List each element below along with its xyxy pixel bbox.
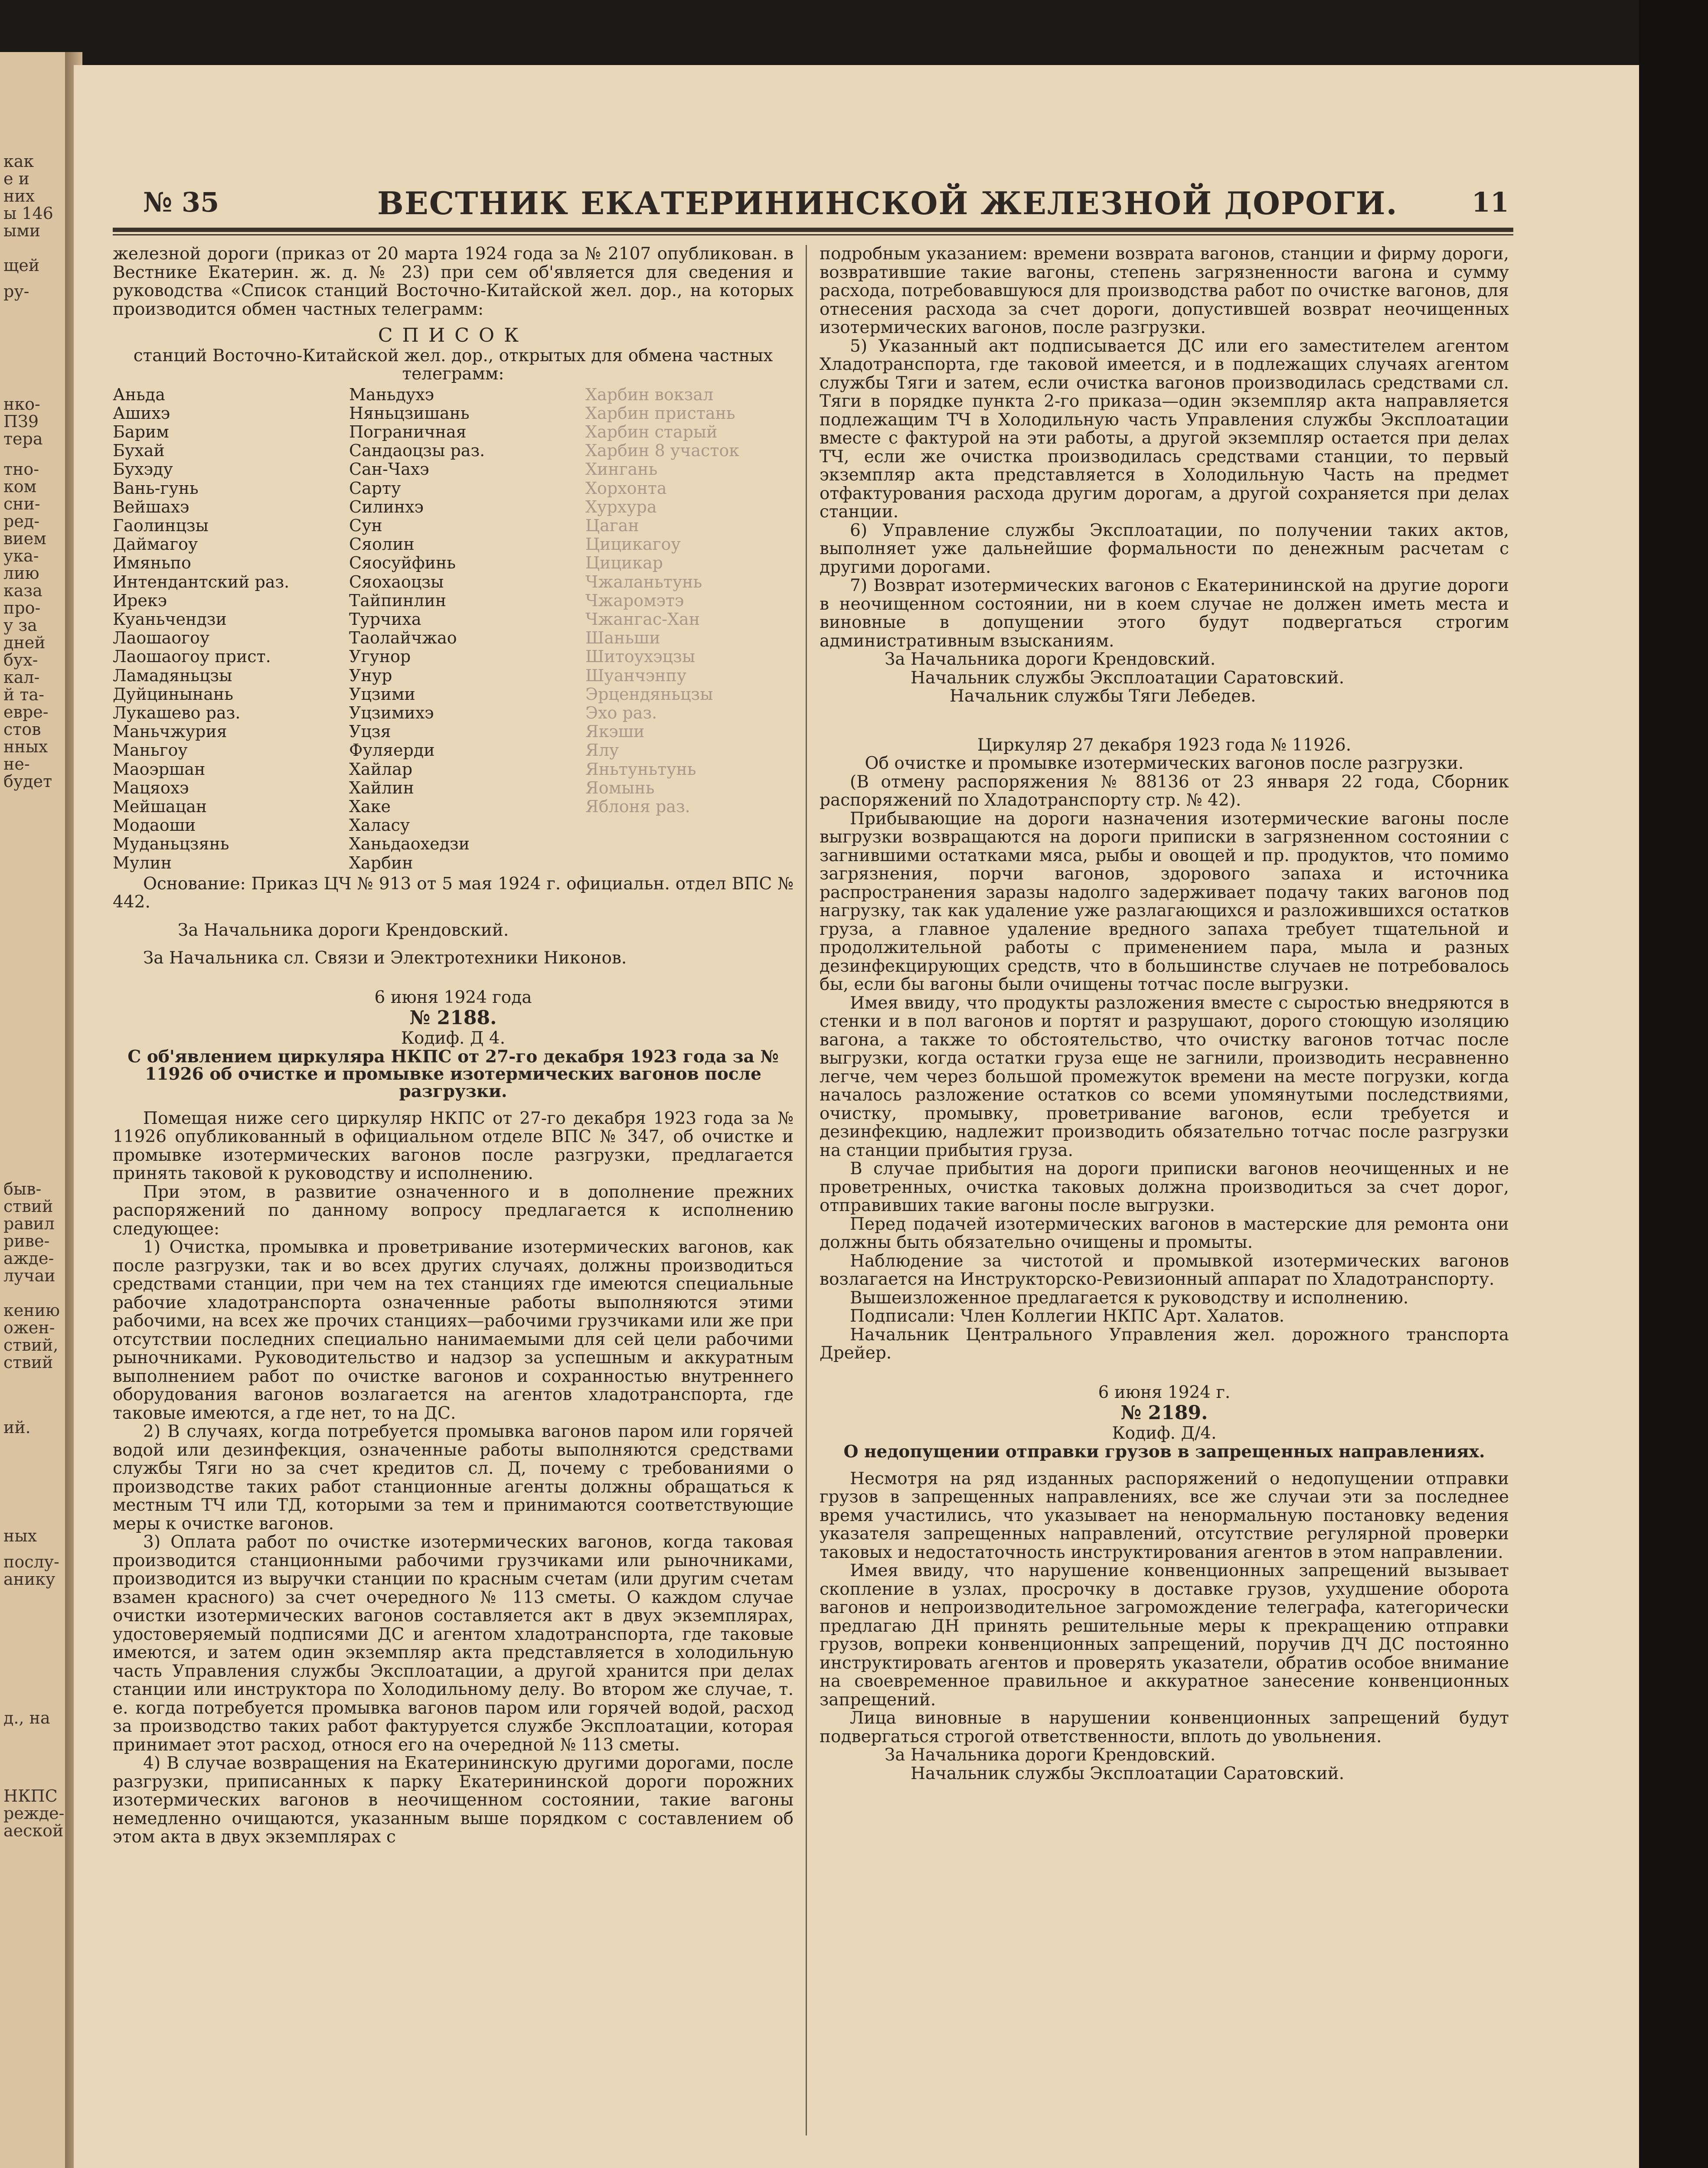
previous-page-text-fragment: будет bbox=[3, 772, 52, 791]
station-name: Чжаланьтунь bbox=[585, 572, 702, 591]
paragraph: 6) Управление службы Эксплоатации, по получении таких актов, выполняет уже дальнейшие формальности по денежным расчетам с другими дорогами. bbox=[820, 520, 1509, 577]
station-name: Бухэду bbox=[113, 460, 173, 479]
left-column bbox=[113, 245, 794, 1847]
paragraph: Несмотря на ряд изданных распоряжений о недопущении отправки грузов в запрещенных направлениях, все же случаи эти за последнее время участились, что указывает на ненормальную постановку ведения указателя запрещенных направлений, отсутствие регулярной проверки таковых и недостаточность инструктирования агентов в этом направлении. bbox=[820, 1469, 1509, 1562]
station-name: Сандаоцзы раз. bbox=[349, 441, 485, 460]
station-name: Хингань bbox=[585, 460, 658, 479]
previous-page-text-fragment: не- bbox=[3, 754, 30, 774]
previous-page-text-fragment: ука- bbox=[3, 546, 39, 565]
station-name: Сун bbox=[349, 516, 382, 535]
previous-page-text-fragment: ожен- bbox=[3, 1318, 55, 1337]
station-name: Бухай bbox=[113, 441, 165, 460]
signature-line: За Начальника дороги Крендовский. bbox=[885, 650, 1216, 669]
station-name: Чжаромэтэ bbox=[585, 591, 684, 610]
previous-page-text-fragment: ыми bbox=[3, 221, 41, 240]
previous-page-text-fragment: ПЗ9 bbox=[3, 412, 39, 431]
station-name: Уцзими bbox=[349, 684, 415, 704]
paragraph: Перед подачей изотермических вагонов в мастерские для ремонта они должны быть обязательно очищены и промыты. bbox=[820, 1214, 1509, 1252]
station-name: Хайлин bbox=[349, 778, 414, 797]
stations-column-3 bbox=[585, 385, 794, 872]
page-number: 11 bbox=[1471, 186, 1509, 218]
paragraph: Лица виновные в нарушении конвенционных запрещений будут подвергаться строгой ответственности, вплоть до увольнения. bbox=[820, 1708, 1509, 1747]
station-name: Уцзя bbox=[349, 722, 391, 741]
previous-page-text-fragment: щей bbox=[3, 256, 40, 275]
previous-page-text-fragment: ред- bbox=[3, 512, 40, 531]
station-name: Шуанчэнпу bbox=[585, 666, 687, 685]
paragraph: Помещая ниже сего циркуляр НКПС от 27-го декабря 1923 года за № 11926 опубликованный в официальном отделе ВПС № 347, об очистке и промывке изотермических вагонов после разгрузки, предлагается принять таковой к руководству и исполнению. bbox=[113, 1108, 794, 1184]
previous-page-text-fragment: стов bbox=[3, 720, 41, 739]
signature-line: Начальник службы Тяги Лебедев. bbox=[950, 686, 1256, 706]
station-name: Даймагоу bbox=[113, 535, 198, 554]
station-name: Лукашево раз. bbox=[113, 703, 241, 722]
paragraph: 1) Очистка, промывка и проветривание изотермических вагонов, как после разгрузки, так и во всех других случаях, должны производиться средствами станции, при чем на тех станциях где имеются специальные рабочие хладотранспорта означенные работы выполняются этими рабочими, на всех же прочих станциях—рабочими грузчиками или же при отсутствии последних специально нанимаемыми для сей цели рабочими рыночниками. Руководительство и надзор за успешным и аккуратным выполнением работ по очистке вагонов и сохранностью внутреннего оборудования вагонов возлагается на агентов хладотранспорта, где таковые имеются, а где нет, то на ДС. bbox=[113, 1237, 794, 1423]
previous-page-text-fragment: д., на bbox=[3, 1708, 50, 1727]
station-name: Якэши bbox=[585, 722, 645, 741]
list-subtitle: станций Восточно-Китайской жел. дор., открытых для обмена частных телеграмм: bbox=[133, 346, 773, 384]
paragraph: Имея ввиду, что нарушение конвенционных запрещений вызывает скопление в узлах, просрочку в доставке грузов, ухудшение оборота вагонов и непроизводительное загромождение телеграфа, категорически предлагаю ДН принять решительные меры к прекращению отправки грузов, вопреки конвенционных запрещений, поручив ДЧ ДС постоянно инструктировать агентов и проверять указатели, обратив особое внимание на своевременное правильное и аккуратное занесение конвенционных запрещений. bbox=[820, 1561, 1509, 1710]
station-name: Муданьцзянь bbox=[113, 834, 229, 854]
station-name: Мулин bbox=[113, 853, 172, 872]
column-divider bbox=[806, 245, 807, 2135]
station-name: Няньцзишань bbox=[349, 403, 470, 423]
previous-page-text-fragment: быв- bbox=[3, 1179, 42, 1198]
previous-page-text-fragment: каза bbox=[3, 581, 42, 600]
previous-page-text-fragment: тно- bbox=[3, 460, 39, 479]
previous-page-text-fragment: риве- bbox=[3, 1231, 50, 1251]
station-name: Хурхура bbox=[585, 497, 657, 516]
previous-page-text-fragment: у за bbox=[3, 616, 37, 635]
station-name: Харбин пристань bbox=[585, 403, 735, 423]
signature-line: Начальник Центрального Управления жел. дорожного транспорта Дрейер. bbox=[820, 1325, 1509, 1363]
previous-page-text-fragment: тера bbox=[3, 429, 43, 448]
station-name: Сан-Чахэ bbox=[349, 460, 429, 479]
signature-line: Начальник службы Эксплоатации Саратовский. bbox=[911, 1763, 1345, 1783]
paragraph: 2) В случаях, когда потребуется промывка вагонов паром или горячей водой или дезинфекция, означенные работы выполняются средствами службы Тяги но за счет кредитов сл. Д, почему с требованиями о производстве таких работ станционные агенты должны обращаться к местным ТЧ или ТД, которыми за тем и принимаются соответствующие меры к очистке вагонов. bbox=[113, 1422, 794, 1534]
previous-page-text-fragment: евре- bbox=[3, 702, 49, 722]
previous-page-text-fragment: кению bbox=[3, 1301, 60, 1320]
station-name: Ламадяньцзы bbox=[113, 666, 232, 685]
previous-page-text-fragment: е и bbox=[3, 169, 29, 188]
paragraph: Наблюдение за чистотой и промывкой изотермических вагонов возлагается на Инструкторско-Ревизионный аппарат по Хладотранспорту. bbox=[820, 1251, 1509, 1289]
previous-page-text-fragment: про- bbox=[3, 598, 41, 617]
station-name: Лаошаогоу bbox=[113, 628, 210, 648]
previous-page-text-fragment: кал- bbox=[3, 668, 40, 687]
station-name: Сяолин bbox=[349, 535, 415, 554]
previous-page-text-fragment: нко- bbox=[3, 395, 40, 414]
paragraph: 5) Указанный акт подписывается ДС или его заместителем агентом Хладотранспорта, где таковой имеется, и в подлежащих случаях агентом службы Тяги и затем, если очистка вагонов производилась средствами сл. Тяги в порядке пункта 2-го приказа—один экземпляр акта направляется подлежащим ТЧ в Холодильную часть Управления службы Эксплоатации вместе с фактурой на эти работы, а другой экземпляр остается при делах ТЧ, если же очистка производилась средствами станции, то первый экземпляр акта представляется в Холодильную Часть на предмет отфактурования расхода другим дорогам, а другой сохраняется при делах станции. bbox=[820, 336, 1509, 522]
station-name: Куаньчендзи bbox=[113, 609, 227, 629]
station-name: Унур bbox=[349, 666, 392, 685]
paragraph: 4) В случае возвращения на Екатерининскую другими дорогами, после разгрузки, приписанных к парку Екатерининской дороги порожних изотермических вагонов в неочищенном состоянии, такие вагоны немедленно очищаются, указанным выше порядком с составлением об этом акта в двух экземплярах с bbox=[113, 1753, 794, 1847]
previous-page-text-fragment: ы 146 bbox=[3, 204, 53, 223]
previous-page-text-fragment: ру- bbox=[3, 282, 29, 301]
previous-page-text-fragment: анику bbox=[3, 1570, 56, 1589]
issue-number: № 35 bbox=[143, 186, 219, 218]
station-name: Цицикагоу bbox=[585, 535, 681, 554]
station-name: Пограничная bbox=[349, 422, 467, 441]
station-name: Сарту bbox=[349, 478, 401, 498]
station-name: Уцзимихэ bbox=[349, 703, 434, 722]
station-name: Харбин вокзал bbox=[585, 385, 714, 404]
station-name: Маньчжурия bbox=[113, 722, 227, 741]
paragraph: Имея ввиду, что продукты разложения вместе с сыростью внедряются в стенки и в пол вагонов и портят и разрушают, дорого стоющую изоляцию вагона, а также то обстоятельство, что очистку вагонов тотчас после выгрузки, когда остатки груза еще не загнили, производить несравненно легче, чем через большой промежуток времени на месте погрузки, когда началось разложение остатков со всеми упомянутыми последствиями, очистку, промывку, проветривание вагонов, если требуется и дезинфекцию, надлежит производить обязательно тотчас после разгрузки на станции прибытия груза. bbox=[820, 993, 1509, 1160]
station-name: Тайпинлин bbox=[349, 591, 447, 610]
header-rule bbox=[113, 228, 1513, 232]
stations-column-1 bbox=[113, 385, 349, 872]
station-name: Шаньши bbox=[585, 628, 660, 648]
station-name: Мейшацан bbox=[113, 797, 207, 816]
circular-subtitle: Об очистке и промывке изотермических вагонов после разгрузки. bbox=[865, 754, 1464, 773]
previous-page-text-fragment: ствий bbox=[3, 1197, 53, 1216]
paragraph: В случае прибытия на дороги приписки вагонов неочищенных и не проветренных, очистка таковых должна производиться за счет дорог, отправивших такие вагоны после выгрузки. bbox=[820, 1159, 1509, 1215]
order-date: 6 июня 1924 г. bbox=[1098, 1382, 1231, 1402]
station-name: Силинхэ bbox=[349, 497, 424, 516]
paragraph: Прибывающие на дороги назначения изотермические вагоны после выгрузки возвращаются на дороги приписки в загрязненном состоянии с загнившими остатками мяса, рыбы и овощей и пр. продуктов, что помимо загрязнения, порчи вагонов, здорового запаха и источника распространения заразы надолго задерживает подачу таких вагонов под нагрузку, так как удаление уже разлагающихся и разложившихся остатков груза, а главное удаление вредного запаха требует тщательной и продолжительной работы с применением пара, мыла и разных дезинфекцирующих средств, что в большинстве случаев не потребовалось бы, если бы вагоны были очищены тотчас после выгрузки. bbox=[820, 809, 1509, 994]
stations-list bbox=[113, 385, 794, 872]
station-name: Шитоухэцзы bbox=[585, 647, 696, 666]
newspaper-title: ВЕСТНИК ЕКАТЕРИНИНСКОЙ ЖЕЛЕЗНОЙ ДОРОГИ. bbox=[377, 185, 1398, 222]
previous-page-text-fragment: НКПС bbox=[3, 1786, 58, 1806]
station-name: Барим bbox=[113, 422, 169, 441]
station-name: Гаолинцзы bbox=[113, 516, 209, 535]
station-name: Таолайчжао bbox=[349, 628, 457, 648]
station-name: Дуйцинынань bbox=[113, 684, 233, 704]
signature-line: Начальник службы Эксплоатации Саратовский. bbox=[911, 668, 1345, 688]
previous-page-text-fragment: как bbox=[3, 152, 34, 171]
station-name: Ирекэ bbox=[113, 591, 167, 610]
basis-paragraph: Основание: Приказ ЦЧ № 913 от 5 мая 1924 г. официальн. отдел ВПС № 442. bbox=[113, 874, 794, 912]
previous-page-text-fragment: вием bbox=[3, 529, 46, 548]
previous-page-text-fragment: дней bbox=[3, 633, 46, 652]
station-name: Халасу bbox=[349, 816, 410, 835]
order-title: О недопущении отправки грузов в запрещенных направлениях. bbox=[843, 1441, 1485, 1462]
station-name: Яомынь bbox=[585, 778, 655, 797]
station-name: Лаошаогоу прист. bbox=[113, 647, 271, 666]
station-name: Сяосуйфинь bbox=[349, 553, 456, 573]
order-date: 6 июня 1924 года bbox=[374, 987, 532, 1007]
station-name: Яньтуньтунь bbox=[585, 759, 696, 779]
station-name: Фуляерди bbox=[349, 741, 435, 760]
previous-page-text-fragment: ий. bbox=[3, 1418, 31, 1437]
previous-page-edge bbox=[0, 52, 74, 2168]
right-column bbox=[820, 245, 1509, 1783]
station-name: Маньдухэ bbox=[349, 385, 434, 404]
order-code: Кодиф. Д 4. bbox=[401, 1028, 506, 1048]
station-name: Мацяохэ bbox=[113, 778, 189, 797]
order-number: № 2189. bbox=[1120, 1402, 1208, 1424]
station-name: Ашихэ bbox=[113, 403, 170, 423]
station-name: Турчиха bbox=[349, 609, 421, 629]
station-name: Интендантский раз. bbox=[113, 572, 290, 591]
paragraph: 7) Возврат изотермических вагонов с Екатерининской на другие дороги в неочищенном состоянии, ни в коем случае не должен иметь места и виновные в допущении этого будут подвергаться строгим административным взысканиям. bbox=[820, 576, 1509, 651]
station-name: Харбин старый bbox=[585, 422, 718, 441]
paragraph: подробным указанием: времени возврата вагонов, станции и фирму дороги, возвратившие такие вагоны, степень загрязненности вагона и сумму расхода, потребовавшуюся для производства работ по очистке вагонов, для отнесения расхода за счет дороги, допустившей возврат неочищенных изотермических вагонов, после разгрузки. bbox=[820, 244, 1509, 337]
previous-page-text-fragment: лию bbox=[3, 564, 39, 583]
station-name: Харбин bbox=[349, 853, 413, 872]
station-name: Хаке bbox=[349, 797, 391, 816]
signature-line: За Начальника дороги Крендовский. bbox=[178, 920, 509, 940]
previous-page-text-fragment: лучаи bbox=[3, 1266, 56, 1285]
station-name: Ялу bbox=[585, 741, 619, 760]
station-name: Аньда bbox=[113, 385, 165, 404]
paragraph: Вышеизложенное предлагается к руководству и исполнению. bbox=[850, 1288, 1409, 1308]
scan-border-right bbox=[1639, 0, 1708, 2168]
header-rule-thin bbox=[113, 234, 1513, 235]
station-name: Модаоши bbox=[113, 816, 196, 835]
station-name: Сяохаоцзы bbox=[349, 572, 444, 591]
station-name: Хайлар bbox=[349, 759, 413, 779]
previous-page-text-fragment: ком bbox=[3, 477, 37, 496]
list-title: СПИСОК bbox=[378, 324, 529, 346]
stations-column-2 bbox=[349, 385, 585, 872]
previous-page-text-fragment: ажде- bbox=[3, 1249, 54, 1268]
previous-page-text-fragment: ствий bbox=[3, 1353, 53, 1372]
station-name: Цицикар bbox=[585, 553, 663, 573]
intro-paragraph: железной дороги (приказ от 20 марта 1924 года за № 2107 опубликован. в Вестнике Екатерин. ж. д. № 23) при сем об'является для сведения и руководства «Список станций Восточно-Китайской жел. дор., на которых производится обмен частных телеграмм: bbox=[113, 244, 794, 319]
circular-title: Циркуляр 27 декабря 1923 года № 11926. bbox=[977, 735, 1352, 755]
station-name: Хорхонта bbox=[585, 478, 667, 498]
paragraph: При этом, в развитие означенного и в дополнение прежних распоряжений по данному вопросу предлагается к исполнению следующее: bbox=[113, 1182, 794, 1239]
previous-page-text-fragment: ных bbox=[3, 1526, 37, 1545]
station-name: Чжангас-Хан bbox=[585, 609, 700, 629]
previous-page-text-fragment: ствий, bbox=[3, 1335, 59, 1355]
order-number: № 2188. bbox=[409, 1007, 497, 1029]
previous-page-text-fragment: режде- bbox=[3, 1804, 65, 1823]
order-title: С об'явлением циркуляра НКПС от 27-го декабря 1923 года за № 11926 об очистке и промывке изотермических вагонов после разгрузки. bbox=[127, 1046, 779, 1101]
station-name: Эхо раз. bbox=[585, 703, 657, 722]
previous-page-text-fragment: бух- bbox=[3, 650, 38, 669]
signature-line: Подписали: Член Коллегии НКПС Арт. Халатов. bbox=[850, 1306, 1285, 1326]
station-name: Имяньпо bbox=[113, 553, 191, 573]
station-name: Вань-гунь bbox=[113, 478, 199, 498]
station-name: Угунор bbox=[349, 647, 411, 666]
previous-page-text-fragment: послу- bbox=[3, 1552, 59, 1571]
order-code: Кодиф. Д/4. bbox=[1112, 1424, 1217, 1443]
previous-page-text-fragment: нных bbox=[3, 737, 48, 756]
previous-page-text-fragment: сни- bbox=[3, 494, 40, 513]
station-name: Вейшахэ bbox=[113, 497, 189, 516]
signature-line: За Начальника сл. Связи и Электротехники Никонов. bbox=[143, 948, 627, 968]
circular-note: (В отмену распоряжения № 88136 от 23 января 22 года, Сборник распоряжений по Хладотранспорту стр. № 42). bbox=[820, 772, 1509, 810]
page-header bbox=[143, 186, 1509, 230]
previous-page-text-fragment: равил bbox=[3, 1214, 55, 1233]
previous-page-text-fragment: них bbox=[3, 186, 35, 206]
station-name: Харбин 8 участок bbox=[585, 441, 739, 460]
station-name: Ханьдаохедзи bbox=[349, 834, 470, 854]
station-name: Яблоня раз. bbox=[585, 797, 690, 816]
station-name: Маоэршан bbox=[113, 759, 206, 779]
signature-line: За Начальника дороги Крендовский. bbox=[885, 1745, 1216, 1765]
station-name: Цаган bbox=[585, 516, 639, 535]
previous-page-text-fragment: й та- bbox=[3, 685, 44, 704]
station-name: Эрцендяньцзы bbox=[585, 684, 713, 704]
station-name: Маньгоу bbox=[113, 741, 188, 760]
previous-page-text-fragment: аеской bbox=[3, 1821, 64, 1840]
paragraph: 3) Оплата работ по очистке изотермических вагонов, когда таковая производится станционными рабочими грузчиками или рыночниками, производится из выручки станции по красным счетам (или другим счетам взамен красного) за счет очередного № 113 сметы. О каждом случае очистки изотермических вагонов составляется акт в двух экземплярах, удостоверяемый подписями ДС и агентом хладотранспорта, где таковые имеются, и затем один экземпляр акта представляется в холодильную часть Управления службы Эксплоатации, а другой хранится при делах станции или инструктора по Холодильному делу. Во втором же случае, т. е. когда потребуется промывка вагонов паром или горячей водой, расход за производство таких работ фактуруется службе Эксплоатации, которая принимает этот расход, относя его на очередной № 113 сметы. bbox=[113, 1532, 794, 1755]
